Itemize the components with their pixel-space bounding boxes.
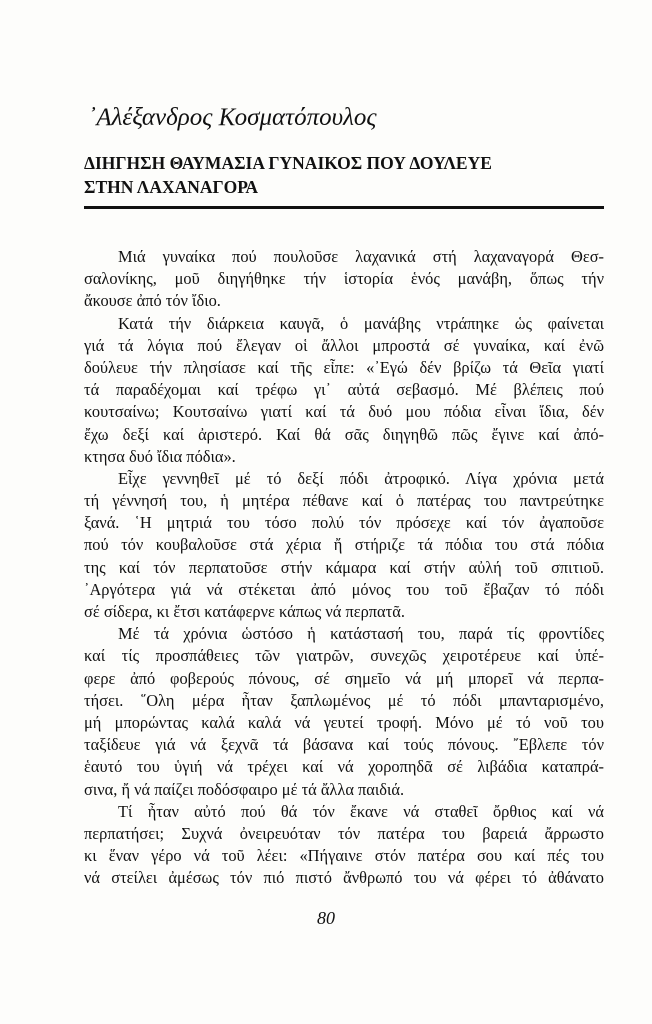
text-line: δούλευε τήν πλησίασε καί τῆς εἶπε: «᾿Εγώ δέν βρίζω τά Θεῖα γιατί — [84, 357, 604, 377]
text-line: ξανά. ῾Η μητριά του τόσο πολύ τόν πρόσεχε καί τόν ἀγαποῦσε — [84, 513, 604, 533]
paragraph — [84, 313, 604, 468]
story-title-line: ΣΤΗΝ ΛΑΧΑΝΑΓΟΡΑ — [84, 177, 259, 197]
text-line: κουτσαίνω; Κουτσαίνω γιατί καί τά δυό μου πόδια εἶναι ἴδια, δέν — [84, 402, 604, 422]
text-line: τά παραδέχομαι καί τρέφω γι᾿ αὐτά σεβασμό. Μέ βλέπεις πού — [84, 380, 604, 400]
author-name: ᾿Αλέξανδρος Κοσματόπουλος — [88, 104, 377, 131]
text-line: τή γέννησή του, ἡ μητέρα πέθανε καί ὁ πατέρας του παντρεύτηκε — [84, 491, 604, 511]
text-line: ἑαυτό του ὑγιή νά τρέχει καί νά χοροπηδᾶ σέ λιβάδια καταπρά- — [84, 757, 604, 777]
text-line: Τί ἦταν αὐτό πού θά τόν ἔκανε νά σταθεῖ ὄρθιος καί νά — [118, 801, 604, 821]
text-line: νά στείλει ἀμέσως τόν πιό πιστό ἄνθρωπό του νά φέρει τό ἀθάνατο — [84, 868, 604, 888]
text-line: κι ἕναν γέρο νά τοῦ λέει: «Πήγαινε στόν πατέρα σου καί πές του — [84, 846, 604, 866]
text-line: ταξίδευε γιά νά ξεχνᾶ τά βάσανα καί τούς πόνους. ῎Εβλεπε τόν — [84, 735, 604, 755]
text-line: σινα, ἤ νά παίζει ποδόσφαιρο μέ τά ἄλλα παιδιά. — [84, 779, 405, 799]
paragraph — [84, 246, 604, 313]
text-line: πού τόν κουβαλοῦσε στά χέρια ἤ στήριζε τά πόδια του στά πόδια — [84, 535, 604, 555]
paragraph — [84, 623, 604, 801]
text-line: σέ σίδερα, κι ἔτσι κατάφερνε κάπως νά περπατᾶ. — [84, 602, 405, 621]
text-line: Μέ τά χρόνια ὡστόσο ἡ κατάστασή του, παρά τίς φροντίδες — [118, 624, 604, 644]
text-line: φερε ἀπό φοβερούς πόνους, σέ σημεῖο νά μή μπορεῖ νά περπα- — [84, 668, 604, 688]
text-line: σαλονίκης, μοῦ διηγήθηκε τήν ἱστορία ἑνός μανάβη, ὅπως τήν — [84, 269, 604, 289]
paragraph — [84, 801, 604, 890]
text-line: καί τίς προσπάθειες τῶν γιατρῶν, συνεχῶς χειροτέρευε καί ὑπέ- — [84, 646, 604, 666]
text-line: της καί τόν περπατοῦσε στήν κάμαρα καί στήν αὐλή τοῦ σπιτιοῦ. — [84, 557, 604, 577]
text-line: γιά τά λόγια πού ἔλεγαν οἱ ἄλλοι μπροστά σέ γυναίκα, καί ἐνῶ — [84, 335, 604, 355]
story-body — [84, 246, 604, 889]
title-divider — [84, 206, 604, 209]
text-line: Εἶχε γεννηθεῖ μέ τό δεξί πόδι ἀτροφικό. Λίγα χρόνια μετά — [118, 468, 604, 488]
text-line: περπατήσει; Συχνά ὀνειρευόταν τόν πατέρα του βαρειά ἄρρωστο — [84, 823, 604, 843]
text-line: μή μπορώντας καλά καλά νά γευτεί τροφή. Μόνο μέ τό νοῦ του — [84, 712, 604, 732]
text-line: ἔχω δεξί καί ἀριστερό. Καί θά σᾶς διηγηθῶ πῶς ἔγινε καί ἀπό- — [84, 424, 604, 444]
story-title-line: ΔΙΗΓΗΣΗ ΘΑΥΜΑΣΙΑ ΓΥΝΑΙΚΟΣ ΠΟΥ ΔΟΥΛΕΥΕ — [84, 153, 492, 173]
page-number: 80 — [317, 908, 335, 928]
text-line: Κατά τήν διάρκεια καυγᾶ, ὁ μανάβης ντράπηκε ὡς φαίνεται — [118, 313, 604, 333]
story-title — [84, 151, 584, 199]
paragraph — [84, 468, 604, 623]
text-line: κτησα δυό ἴδια πόδια». — [84, 446, 236, 466]
text-line: ᾿Αργότερα γιά νά στέκεται ἀπό μόνος του τοῦ ἔβαζαν τό πόδι — [84, 579, 604, 599]
text-line: Μιά γυναίκα πού πουλοῦσε λαχανικά στή λαχαναγορά Θεσ- — [118, 247, 604, 266]
text-line: ἄκουσε ἀπό τόν ἴδιο. — [84, 291, 221, 311]
text-line: τήσει. ῞Ολη μέρα ἦταν ξαπλωμένος μέ τό πόδι μπανταρισμένο, — [84, 690, 604, 710]
